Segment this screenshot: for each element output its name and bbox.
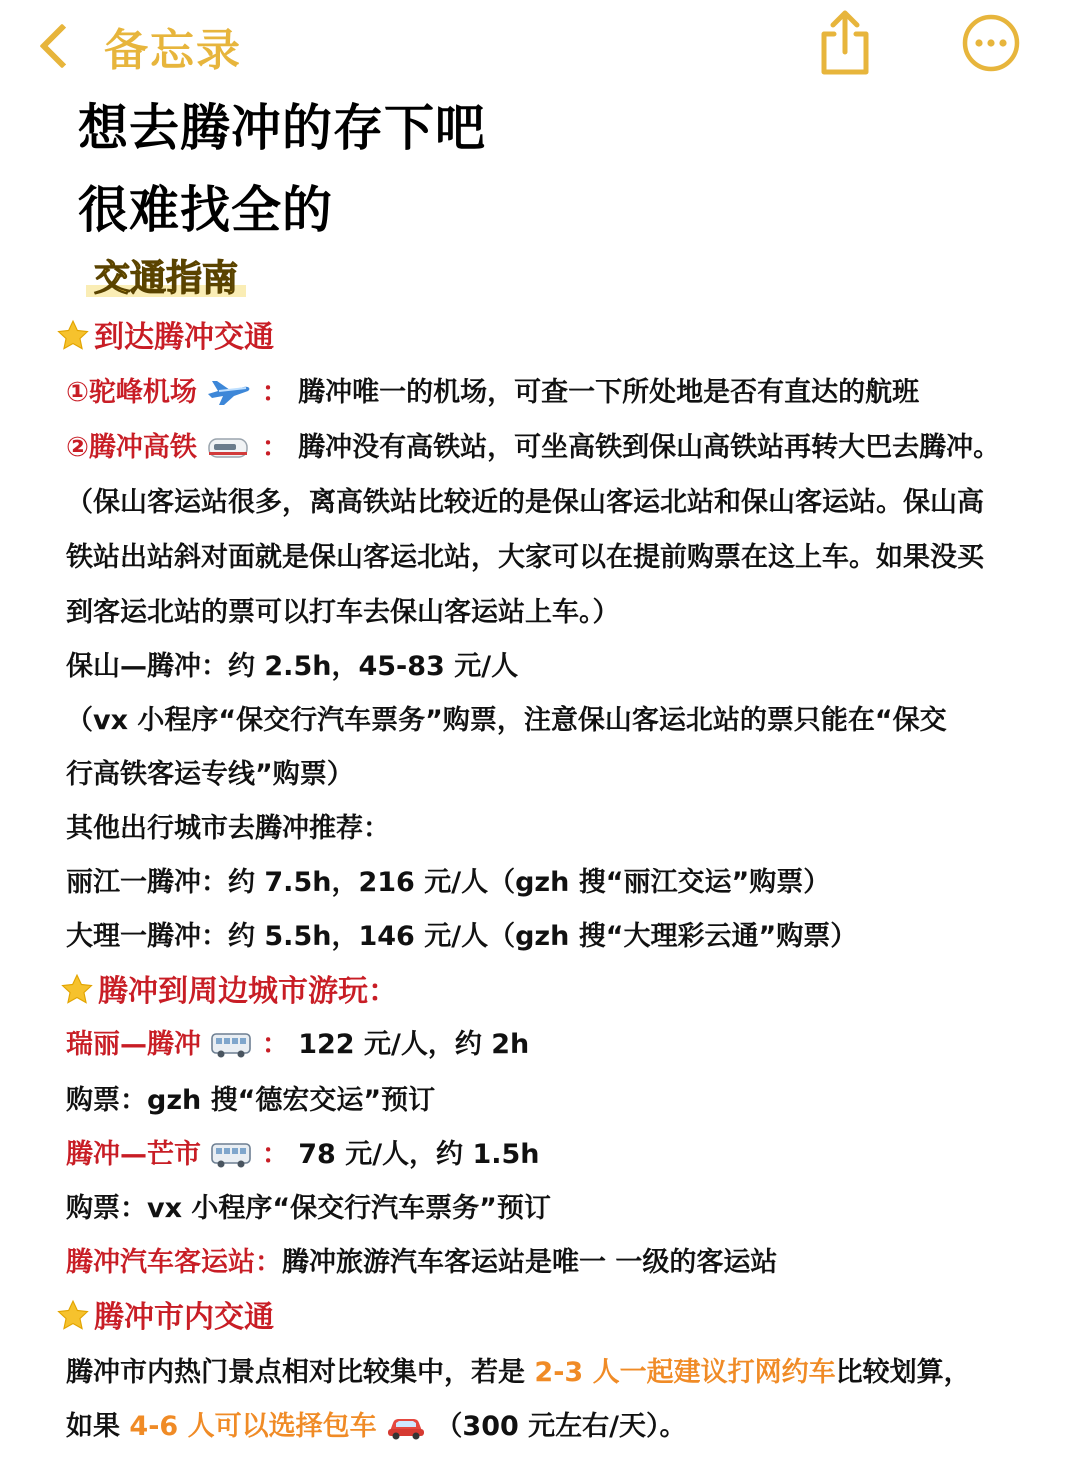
ruili-ticket: 购票：gzh 搜“德宏交运”预订	[66, 1085, 436, 1116]
city-line-1-a: 腾冲市内热门景点相对比较集中，若是	[66, 1357, 535, 1388]
city-line-2-c: （300 元左右/天）。	[435, 1411, 687, 1442]
airport-text: 腾冲唯一的机场，可查一下所处地是否有直达的航班	[298, 377, 920, 408]
baoshan-route: 保山—腾冲：约 2.5h，45-83 元/人	[66, 651, 519, 682]
ruili-sep: ：	[261, 1029, 289, 1060]
bus-icon	[210, 1031, 252, 1059]
rail-text: 腾冲没有高铁站，可坐高铁到保山高铁站再转大巴去腾冲。	[298, 432, 1001, 463]
heading-city-text: 腾冲市内交通	[94, 1300, 274, 1335]
city-line-2-a: 如果	[66, 1411, 130, 1442]
heading-arrive-text: 到达腾冲交通	[94, 320, 274, 355]
page-title-line-1: 想去腾冲的存下吧	[78, 99, 486, 157]
airport-label: ①驼峰机场	[66, 377, 197, 408]
ruili-text: 122 元/人，约 2h	[298, 1029, 530, 1060]
mangshi-text: 78 元/人，约 1.5h	[298, 1139, 540, 1170]
rail-label: ②腾冲高铁	[66, 432, 197, 463]
back-chevron-icon	[39, 23, 84, 68]
city-line-2-highlight: 4-6 人可以选择包车	[129, 1411, 377, 1442]
star-icon	[60, 973, 94, 1007]
station-line	[66, 1240, 777, 1279]
rail-para-line-1: （保山客运站很多，离高铁站比较近的是保山客运北站和保山客运站。保山高	[66, 487, 984, 518]
ruili-label: 瑞丽—腾冲	[66, 1029, 201, 1060]
mangshi-ticket: 购票：vx 小程序“保交行汽车票务”预订	[66, 1193, 551, 1224]
city-line-1-highlight: 2-3 人一起建议打网约车	[534, 1357, 836, 1388]
rail-para-line-3: 到客运北站的票可以打车去保山客运站上车。）	[66, 597, 620, 628]
station-label: 腾冲汽车客运站：	[66, 1247, 282, 1278]
airport-sep: ：	[261, 377, 289, 408]
city-line-1-c: 比较划算，	[835, 1357, 971, 1388]
ruili-line	[66, 1022, 529, 1061]
baoshan-note-line-2: 行高铁客运专线”购票）	[66, 759, 354, 790]
share-icon[interactable]	[818, 8, 872, 76]
mangshi-label: 腾冲—芒市	[66, 1139, 201, 1170]
navigation-bar	[0, 0, 1080, 90]
mangshi-line	[66, 1132, 540, 1171]
car-icon	[386, 1413, 426, 1441]
mangshi-sep: ：	[261, 1139, 289, 1170]
more-icon[interactable]	[962, 14, 1020, 72]
city-line-1	[66, 1350, 971, 1389]
section-tag: 交通指南	[86, 250, 246, 301]
baoshan-note-line-1: （vx 小程序“保交行汽车票务”购票，注意保山客运北站的票只能在“保交	[66, 705, 947, 736]
heading-city	[56, 1292, 274, 1336]
back-button[interactable]	[36, 14, 242, 78]
airplane-icon	[206, 377, 252, 407]
dali-route: 大理一腾冲：约 5.5h，146 元/人（gzh 搜“大理彩云通”购票）	[66, 921, 858, 952]
star-icon	[56, 1299, 90, 1333]
heading-arrive	[56, 312, 274, 356]
page-title-line-2: 很难找全的	[78, 181, 333, 239]
train-icon	[206, 436, 252, 462]
city-line-2	[66, 1404, 687, 1443]
heading-around-text: 腾冲到周边城市游玩：	[98, 974, 398, 1009]
station-text: 腾冲旅游汽车客运站是唯一 一级的客运站	[282, 1247, 778, 1278]
bus-icon	[210, 1141, 252, 1169]
back-label: 备忘录	[104, 25, 242, 76]
others-heading: 其他出行城市去腾冲推荐：	[66, 813, 390, 844]
heading-around	[60, 966, 398, 1010]
rail-para-line-2: 铁站出站斜对面就是保山客运北站，大家可以在提前购票在这上车。如果没买	[66, 542, 984, 573]
rail-line	[66, 425, 1000, 464]
airport-line	[66, 370, 919, 409]
star-icon	[56, 319, 90, 353]
rail-sep: ：	[261, 432, 289, 463]
lijiang-route: 丽江一腾冲：约 7.5h，216 元/人（gzh 搜“丽江交运”购票）	[66, 867, 831, 898]
